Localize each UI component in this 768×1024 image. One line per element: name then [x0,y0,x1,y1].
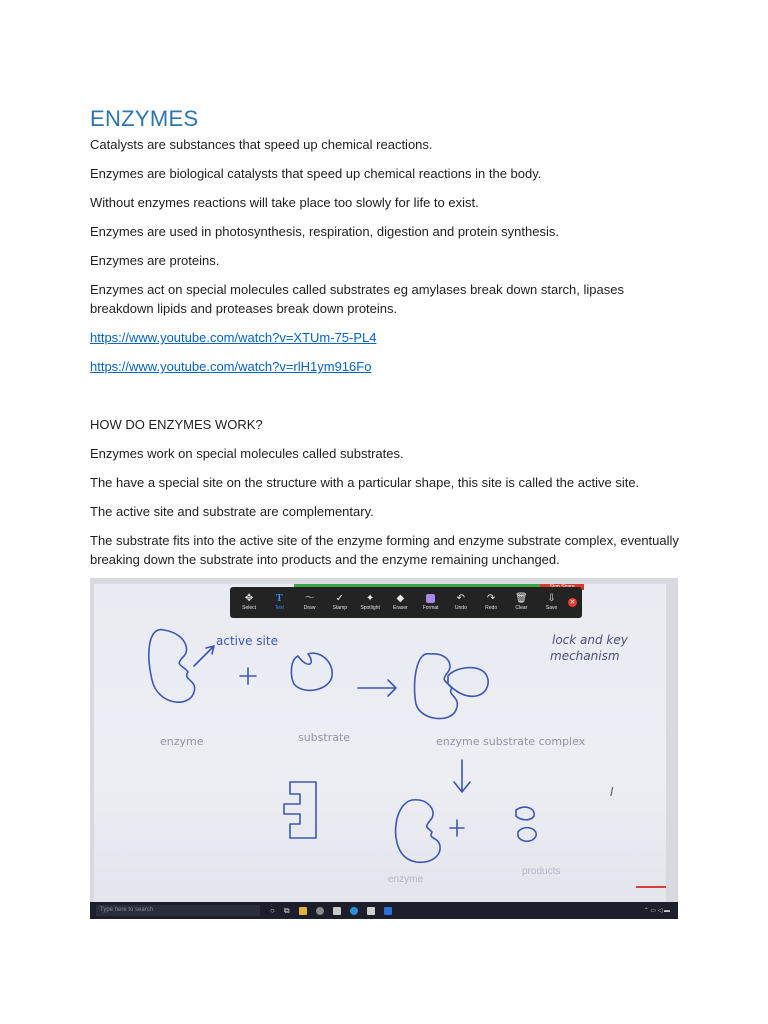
taskbar-apps [270,906,392,916]
youtube-link-1[interactable]: https://www.youtube.com/watch?v=XTUm-75-PL4 [90,330,377,345]
toolbar-stamp[interactable]: ✓ Stamp [332,593,348,611]
eraser-icon: ◆ [396,593,405,604]
lock-and-key-label-line1: lock and key [552,633,628,647]
draw-icon: 〜 [304,593,315,604]
spotlight-icon: ✦ [365,593,375,604]
paragraph: Enzymes work on special molecules called substrates. [90,446,404,461]
enzyme-bottom-shape [396,800,441,863]
toolbar-draw[interactable]: 〜 Draw [303,593,316,611]
toolbar-clear[interactable]: 🗑 Clear [515,593,528,611]
down-arrow [454,760,470,792]
stamp-icon: ✓ [335,593,345,604]
paragraph: Enzymes act on special molecules called substrates eg amylases break down starch, lipases breakdown lipids and proteases break down proteins. [90,282,624,316]
undo-icon: ↶ [456,593,466,604]
paragraph: Enzymes are proteins. [90,253,220,268]
toolbar-format[interactable]: Format [417,593,445,612]
text-cursor: I [610,785,614,799]
taskbar-search-input[interactable]: Type here to search [96,905,260,916]
section-heading: HOW DO ENZYMES WORK? [90,417,263,432]
complex-substrate-shape [448,668,488,697]
broken-enzyme-shape [284,782,316,838]
app-icon[interactable] [367,907,375,915]
paragraph: The substrate fits into the active site of the enzyme forming and enzyme substrate complex, eventually breaking down the substrate into products and the enzyme remaining unchanged. [90,533,679,567]
plus-sign [240,668,256,684]
save-icon: ⇩ [547,593,556,604]
zoom-icon[interactable] [384,907,392,915]
task-view-icon[interactable]: ⧉ [283,905,290,915]
toolbar-select[interactable]: ✥ Select [242,593,257,611]
paragraph: Enzymes are biological catalysts that speed up chemical reactions in the body. [90,166,542,181]
complex-label: enzyme substrate complex [436,735,586,748]
edge-icon[interactable] [350,907,358,915]
enzyme-shape [149,630,195,703]
cortana-icon[interactable]: ○ [270,905,275,915]
store-icon[interactable] [333,907,341,915]
toolbar-eraser[interactable]: ◆ Eraser [393,593,408,611]
text-icon: T [276,593,283,604]
enzyme-label: enzyme [160,735,204,748]
active-site-arrow [194,646,214,666]
explorer-icon[interactable] [299,907,307,915]
product-shape-1 [516,807,534,820]
trash-icon: 🗑 [515,593,528,604]
paragraph: Enzymes are used in photosynthesis, respiration, digestion and protein synthesis. [90,224,559,239]
substrate-label: substrate [298,731,351,744]
reaction-arrow [358,680,396,696]
products-label: products [522,866,561,877]
paragraph: The active site and substrate are complementary. [90,504,374,519]
toolbar-spotlight[interactable]: ✦ Spotlight [360,593,380,611]
toolbar-text[interactable]: T Text [274,593,284,611]
paragraph: The have a special site on the structure with a particular shape, this site is called the active site. [90,475,640,490]
decorative-edge [636,886,666,888]
page-title: ENZYMES [90,106,199,131]
toolbar-redo[interactable]: ↷ Redo [485,593,498,611]
paragraph: Catalysts are substances that speed up chemical reactions. [90,137,433,152]
enzyme-diagram-photo [90,578,678,919]
youtube-link-2[interactable]: https://www.youtube.com/watch?v=rlH1ym916Fo [90,359,372,374]
paragraph: Without enzymes reactions will take place too slowly for life to exist. [90,195,479,210]
plus-sign-bottom [450,820,464,836]
toolbar-undo[interactable]: ↶ Undo [454,593,467,611]
lock-and-key-label-line2: mechanism [550,649,620,663]
active-site-label: active site [216,634,278,648]
toolbar-save[interactable]: ⇩ Save [545,593,558,611]
chrome-icon[interactable] [316,907,324,915]
redo-icon: ↷ [486,593,496,604]
product-shape-2 [518,828,536,842]
windows-taskbar [90,902,678,919]
system-tray[interactable]: ⌃ ▭ ◁ ▬ [643,907,670,914]
enzyme-bottom-label: enzyme [388,874,424,885]
close-icon[interactable]: ✕ [569,599,576,606]
monitor-screen [94,584,666,902]
substrate-shape [291,653,332,690]
select-icon: ✥ [244,593,254,604]
